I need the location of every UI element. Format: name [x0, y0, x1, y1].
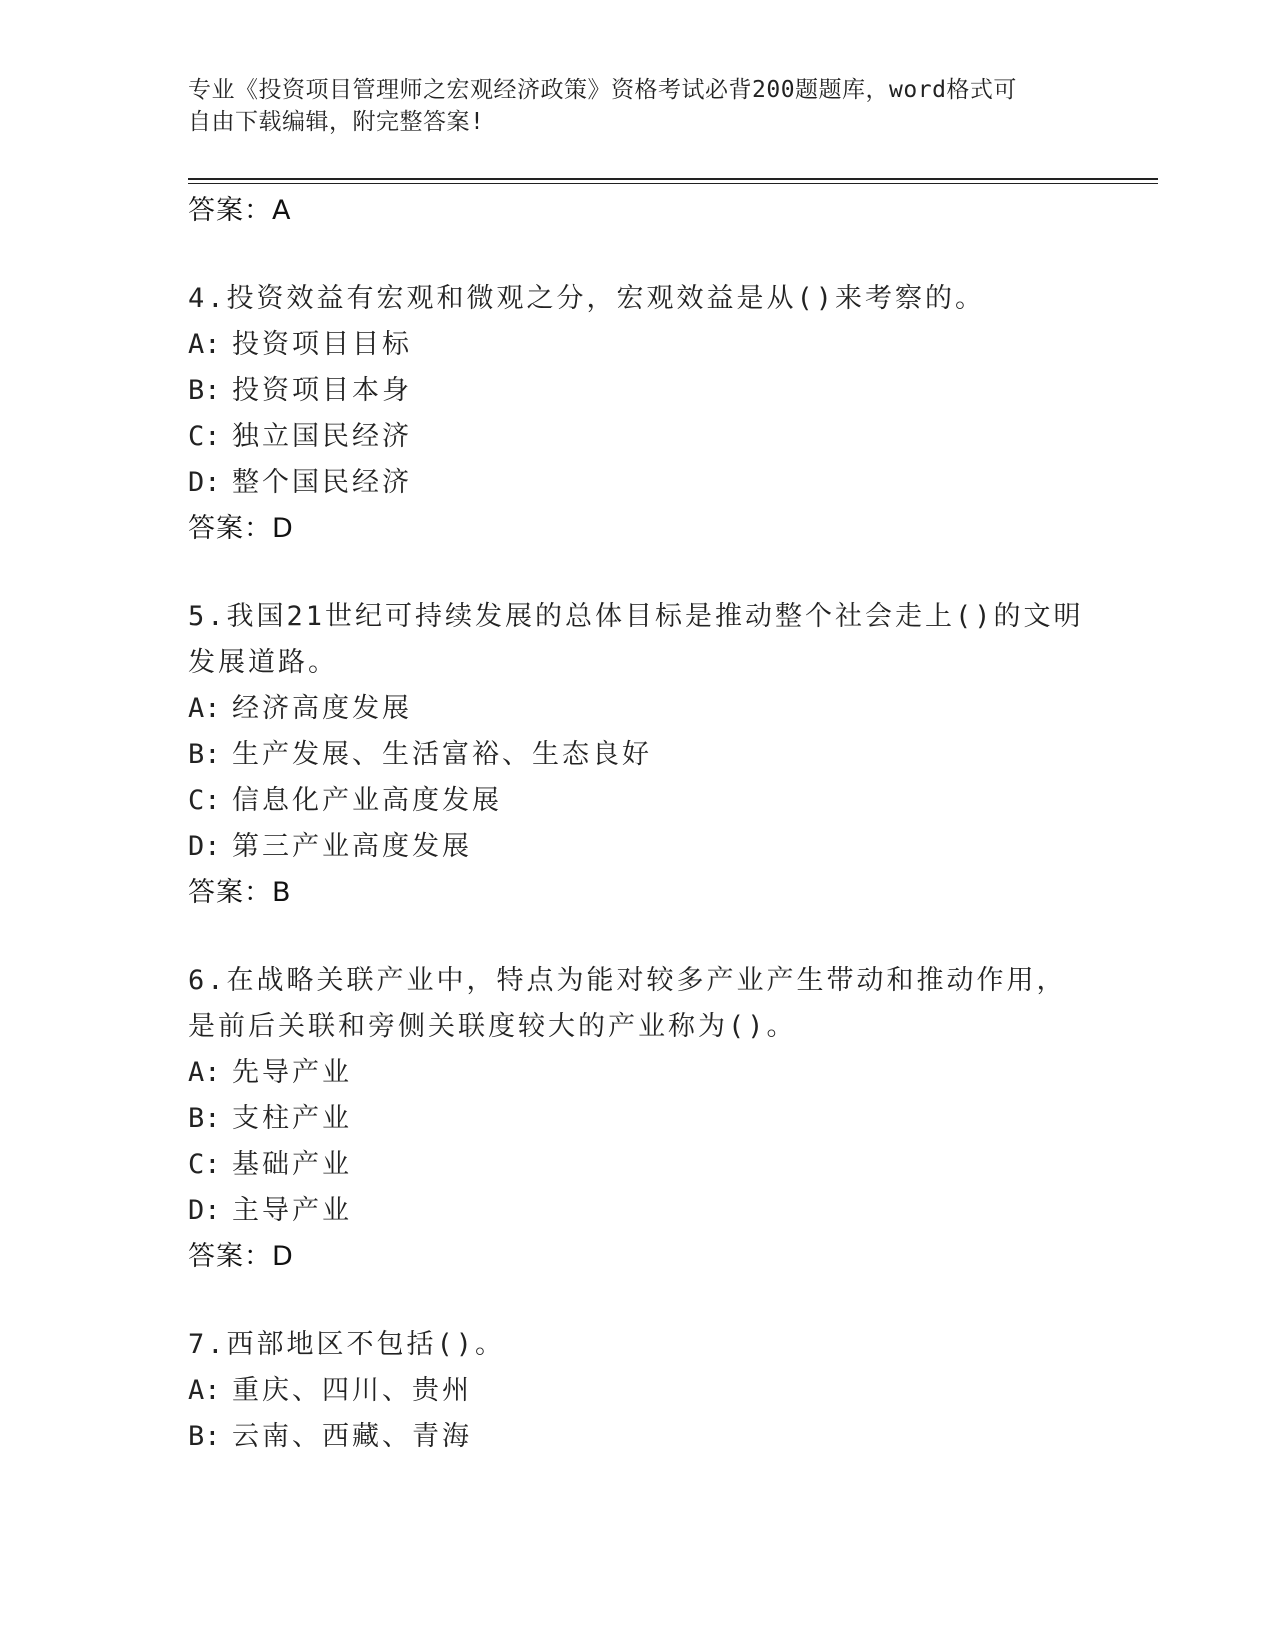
option-text: 投资项目本身: [232, 375, 412, 406]
option-text: 生产发展、生活富裕、生态良好: [232, 739, 652, 770]
option-text: 支柱产业: [232, 1103, 352, 1134]
option-key: A:: [188, 1057, 221, 1088]
question-stem: 6.在战略关联产业中，特点为能对较多产业产生带动和推动作用，是前后关联和旁侧关联度较大的产业称为()。: [188, 965, 1067, 1042]
option-text: 整个国民经济: [232, 467, 412, 498]
option-b: [188, 732, 1088, 778]
question-block: [188, 276, 1088, 552]
option-key: D:: [188, 467, 221, 498]
option-a: [188, 322, 1088, 368]
option-text: 独立国民经济: [232, 421, 412, 452]
option-key: B:: [188, 375, 221, 406]
question-block: [188, 958, 1088, 1280]
option-d: [188, 460, 1088, 506]
option-key: C:: [188, 785, 221, 816]
option-b: [188, 1414, 1088, 1460]
answer-line: 答案：D: [188, 1241, 294, 1272]
document-body: [188, 188, 1088, 1460]
option-text: 投资项目目标: [232, 329, 412, 360]
option-b: [188, 368, 1088, 414]
option-key: A:: [188, 329, 221, 360]
option-c: [188, 1142, 1088, 1188]
option-d: [188, 1188, 1088, 1234]
option-key: B:: [188, 1103, 221, 1134]
option-key: A:: [188, 1375, 221, 1406]
option-a: [188, 686, 1088, 732]
option-key: B:: [188, 739, 221, 770]
header-line-1: 专业《投资项目管理师之宏观经济政策》资格考试必背200题题库，word格式可: [188, 77, 1017, 103]
option-text: 云南、西藏、青海: [232, 1421, 472, 1452]
option-text: 经济高度发展: [232, 693, 412, 724]
question-stem: 4.投资效益有宏观和微观之分，宏观效益是从()来考察的。: [188, 283, 986, 314]
option-d: [188, 824, 1088, 870]
header-line-2: 自由下载编辑，附完整答案!: [188, 109, 485, 135]
option-text: 信息化产业高度发展: [232, 785, 502, 816]
question-block: [188, 594, 1088, 916]
question-stem: 7.西部地区不包括()。: [188, 1329, 506, 1360]
option-text: 主导产业: [232, 1195, 352, 1226]
option-key: A:: [188, 693, 221, 724]
option-a: [188, 1368, 1088, 1414]
option-text: 重庆、四川、贵州: [232, 1375, 472, 1406]
option-key: D:: [188, 831, 221, 862]
option-text: 先导产业: [232, 1057, 352, 1088]
option-key: D:: [188, 1195, 221, 1226]
answer-line: 答案：B: [188, 877, 292, 908]
answer-line: 答案：D: [188, 513, 294, 544]
header-divider-thick: [188, 178, 1158, 180]
header-divider-thin: [188, 183, 1158, 184]
option-b: [188, 1096, 1088, 1142]
question-block: [188, 1322, 1088, 1460]
option-key: C:: [188, 421, 221, 452]
option-key: B:: [188, 1421, 221, 1452]
question-stem: 5.我国21世纪可持续发展的总体目标是推动整个社会走上()的文明发展道路。: [188, 601, 1084, 678]
option-key: C:: [188, 1149, 221, 1180]
answer-line: 答案：A: [188, 195, 292, 226]
option-c: [188, 414, 1088, 460]
option-text: 第三产业高度发展: [232, 831, 472, 862]
option-c: [188, 778, 1088, 824]
option-text: 基础产业: [232, 1149, 352, 1180]
document-header: [188, 74, 1068, 138]
option-a: [188, 1050, 1088, 1096]
